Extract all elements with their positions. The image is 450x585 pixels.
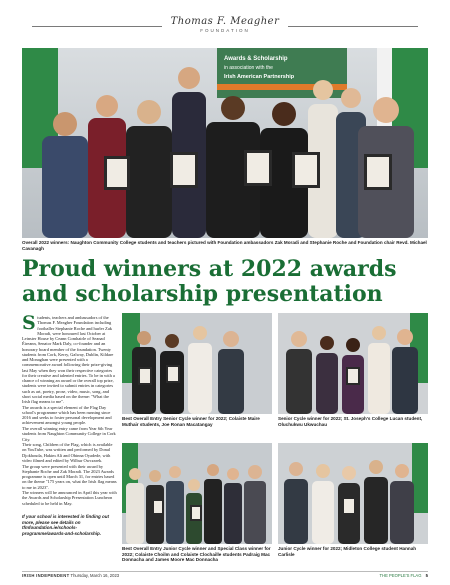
- footer-section: [379, 573, 428, 578]
- hero-caption: Overall 2022 winners: Naughton Community College students and teachers pictured with Foundation ambassadors Zak Moradi and Stephanie Roche and Foundation chair Revd. Michael Cavanagh: [22, 240, 427, 251]
- photo-junior-cycle-caption: Junior Cycle winner for 2022; Midleton College student Hannah Carlisle: [278, 546, 417, 557]
- photo-senior-cycle: [278, 313, 428, 414]
- hero-photo: [22, 48, 428, 238]
- article-headline: Proud winners at 2022 awards and scholarship presentation: [22, 256, 397, 307]
- article-paragraph: Students, teachers and ambassadors of the Thomas F. Meagher Foundation including footballer Stephanie Roche and hurler Zak Moradi, were honoured last October at Leinster House by Ceann Comhairle of Seanad Éireann, Senator Mark Daly, co-founder and an honorary board member of the foundation. Twenty students from Cork, Kerry, Galway, Dublin, Kildare and Monaghan were presented with a commemorative award following their prize-giving last May when they won their respective categories for their creative and talented entries. To be in with a chance of winning an award or the overall top prize, students were invited to submit entries in categories such as art, poetry, prose, video, music, song, and short social media based on the theme: "What the Irish flag means to me".: [22, 312, 115, 404]
- photo-senior-best-overall: [122, 313, 272, 414]
- foundation-wordmark: FOUNDATION: [200, 28, 250, 33]
- masthead: [0, 16, 450, 42]
- schools-callout: If your school is interested in finding out more, please see details on tfmfoundation.ie/schools-programme/awards-and-scholarship.: [22, 513, 110, 536]
- photo-junior-best-overall: [122, 443, 272, 544]
- photo-senior-best-overall-caption: Best Overall Entry Senior Cycle winner for 2022; Colaiste Maire Muthair students, Joe Ronan Macatangay: [122, 416, 260, 427]
- article-body: [22, 312, 117, 537]
- foundation-signature-logo: Thomas F. Meagher: [170, 16, 280, 27]
- photo-junior-best-overall-caption: Best Overall Entry Junior Cycle winner and Special Class winner for 2022; Colaiste Choilm and Colaiste Clochaille students Padraig Mac Donnacha and James Moore Mac Donnacha: [122, 546, 271, 563]
- banner-line-2: in association with the: [224, 65, 273, 71]
- article-paragraph: The winners will be announced in April this year with the Awards and Scholarship Presentation Luncheon scheduled to be held in May.: [22, 490, 117, 506]
- banner-line-3: Irish American Partnership: [224, 74, 295, 80]
- publication-name: IRISH INDEPENDENT: [22, 573, 70, 578]
- page-footer: [22, 571, 428, 580]
- banner-line-1: Awards & Scholarship: [224, 56, 288, 62]
- masthead-rule-right: [288, 26, 418, 27]
- photo-senior-cycle-caption: Senior Cycle winner for 2022; St. Joseph's College Lucan student, Oluchukwu Ukwuchau: [278, 416, 423, 427]
- article-paragraph: Their song, Children of the Flag, which is available on YouTube, was written and performed by Donal Djokhouda, Hakim Ali and Obinna Oyadede, with video filmed and edited by Wilbur Owczarek.: [22, 442, 113, 463]
- footer-rule: [22, 571, 428, 572]
- masthead-rule-left: [32, 26, 162, 27]
- article-paragraph: The group were presented with their award by Stephanie Roche and Zak Moradi. The 2023 Awards programme is open until March 31, for entries based on the theme "175 years on, what the Irish flag means to me in 2023".: [22, 463, 117, 490]
- photo-junior-cycle: [278, 443, 428, 544]
- page-number: 5: [425, 573, 428, 578]
- drop-cap: S: [22, 312, 36, 334]
- article-paragraph: The awards is a special element of the Flag Day school's programme which has been running since 2016 and seeks to foster personal development and achievement amongst young people.: [22, 404, 112, 426]
- footer-publication: [22, 573, 119, 578]
- publication-date: Thursday, March 16, 2023: [70, 573, 120, 578]
- article-paragraph: The overall winning entry came from Year 6th Year students from Naughton Community College in Cork City.: [22, 426, 116, 442]
- section-name: THE PEOPLE'S FLAG: [379, 573, 422, 578]
